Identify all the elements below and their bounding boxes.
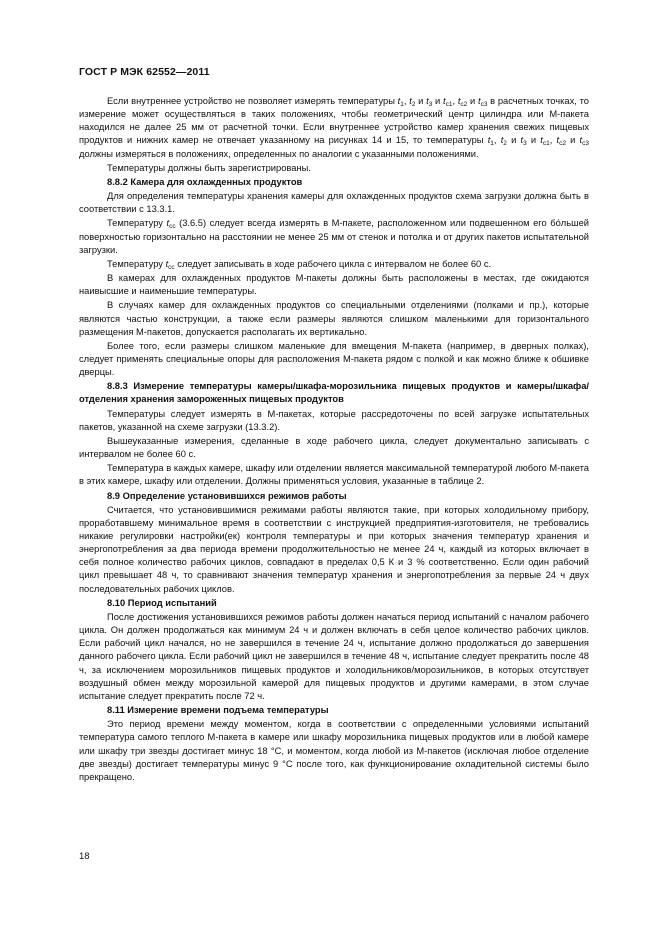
subscript-index: 3 [523,140,527,148]
paragraph [79,299,589,338]
subscript-index: cc [169,223,176,231]
text-run: Если внутреннее устройство не позволяет измерять температуры [107,96,398,106]
text-run: в расчетных точках, то измерение может осуществляться в таких положениях, чтобы геометрический центр цилиндра или М-пакета находился не далее 25 мм от расчетной точки. Если внутреннее устройство камер хранения свежих пищевых продуктов и нижних камер не отвечает указанному на рисунках 14 и 15, то температуры [79,96,589,146]
text-run: , [493,135,501,146]
subscript-index: 3 [428,101,433,108]
text-run: и [432,96,443,106]
temperature-symbol: t [487,135,491,146]
temperature-symbol: t [556,135,560,146]
text-run: 8.11 Измерение времени подъема температуры [107,705,329,716]
subscript-index: cc [168,263,175,271]
temperature-symbol: t [457,96,461,106]
text-run: должны измеряться в положениях, определенных по аналогии с указанными положениями. [79,148,479,159]
subscript-index: c3 [582,140,590,148]
text-run: , [452,96,458,106]
temperature-symbol: t [426,96,429,106]
subscript-index: 2 [411,101,416,108]
subscript-index: c3 [480,101,488,108]
document-body [79,95,589,784]
paragraph [79,462,589,488]
text-run: Для определения температуры хранения камеры для охлажденных продуктов схема загрузки должна быть в соответствии с 13.3.1. [79,191,589,215]
temperature-symbol: t [166,218,170,229]
paragraph [79,611,589,703]
section-heading [79,176,589,189]
standard-header: ГОСТ Р МЭК 62552—2011 [79,66,210,78]
text-run: 8.8.2 Камера для охлажденных продуктов [107,176,303,187]
text-run: следует записывать в ходе рабочего цикла с интервалом не более 60 с. [174,258,492,269]
text-run: Температуру [107,258,166,269]
text-run: Это период времени между моментом, когда в соответствии с определенными условиями испытаний температура самого теплого М-пакета в камере или шкафу морозильника пищевых продуктов или в любой камере или шкафу три звезды достигает минус 18 °С, и моментом, когда любой из М-пакетов (исключая любое отделение две звезды) достигает температуры минус 9 °С после того, как функционирование охладительной системы было прекращено. [79,719,589,782]
page-number: 18 [79,851,90,862]
text-run: (3.6.5) следует всегда измерять в М-пакете, расположенном или подвешенном его бо́льшей поверхностью горизонтально на расстоянии не менее 25 мм от стенок и потолка и от других пакетов испытательной загрузки. [79,218,589,255]
paragraph [79,258,589,271]
subscript-index: c2 [559,140,566,148]
temperature-symbol: t [443,96,446,106]
subscript-index: c1 [542,140,550,148]
paragraph [79,718,589,784]
subscript-index: c2 [460,101,468,108]
section-heading [79,597,589,610]
paragraph [79,95,589,161]
text-run: В случаях камер для охлажденных продуктов со специальными отделениями (полками и пр.), которые являются частью конструкции, а также если размеры являются слишком маленькими для горизонтального размещения М-пакетов, допускается располагать их вертикально. [79,300,589,337]
text-run: Вышеуказанные измерения, сделанные в ходе рабочего цикла, следует документально записывать с интервалом не более 60 с. [79,435,589,460]
subscript-index: 1 [490,140,494,148]
paragraph [79,408,589,434]
subscript-index: 2 [503,140,507,148]
temperature-symbol: t [579,135,583,146]
temperature-symbol: t [397,96,401,106]
text-run: 8.8.3 Измерение температуры камеры/шкафа-морозильника пищевых продуктов и камеры/шкафа/отделения хранения замороженных пищевых продуктов [79,381,589,405]
text-run: Температура в каждых камере, шкафу или отделении является максимальной температурой любого М-пакета в этих камере, шкафу или отделении. Должны применяться условия, указанные в таблице 2. [79,463,589,487]
paragraph [79,504,589,596]
paragraph [79,162,589,175]
text-run: Температуру [107,218,167,229]
subscript-index: 1 [400,101,404,108]
temperature-symbol: t [540,135,543,146]
text-run: Температуры следует измерять в М-пакетах, которые рассредоточены по всей загрузке испытательных пакетов, указанной на схеме загрузки (13.3.2). [79,408,589,432]
text-run: 8.10 Период испытаний [107,597,217,608]
paragraph [79,435,589,461]
temperature-symbol: t [165,258,169,269]
text-run: В камерах для охлажденных продуктов М-пакеты должны быть расположены в местах, где ожидаются наивысшие и наименьшие температуры. [79,273,589,297]
text-run: и [526,135,541,146]
text-run: и [415,96,427,106]
text-run: и [506,135,521,146]
temperature-symbol: t [520,135,524,146]
text-run: Температуры должны быть зарегистрированы. [107,162,311,173]
text-run: и [467,96,478,106]
paragraph [79,272,589,298]
temperature-symbol: t [409,96,412,106]
section-heading [79,380,589,406]
text-run: Более того, если размеры слишком маленькие для вмещения М-пакета (например, в дверных полках), следует применять специальные опоры для расположения М-пакета рядом с полкой и как можно ближе к обшивке дверцы. [79,340,589,378]
paragraph [79,217,589,256]
temperature-symbol: t [477,96,481,106]
paragraph [79,340,589,379]
paragraph [79,190,589,216]
text-run: Считается, что установившимися режимами работы являются такие, при которых холодильному прибору, проработавшему минимальное время в соответствии с инструкцией предприятия-изготовителя, не требовались никакие регулировки настройки(ек) контроля температуры и при которых значения температур хранения и энергопотребления за два периода времени продолжительностью не менее 24 ч, каждый из которых включает в себя полное количество рабочих циклов, совпадают в пределах 0,5 К и 3 % соответственно. Если один рабочий цикл превышает 48 ч, то сравнивают значения температур хранения и энергопотребления за первые 24 ч двух последовательных рабочих циклов. [79,504,589,594]
section-heading [79,704,589,717]
text-run: и [565,135,580,146]
text-run: После достижения установившихся режимов работы должен начаться период испытаний с началом рабочего цикла. Он должен продолжаться как минимум 24 ч и должен включать в себя целое количество рабочих циклов. Если рабочий цикл начался, но не завершился в течение 24 ч, испытание должно продолжаться до завершения данного рабочего цикла. Если рабочий цикл не завершился в течение 48 ч, испытание следует прекратить после 48 ч, за исключением морозильников пищевых продуктов и холодильников/морозильников, в которых отсутствует воздушный обмен между морозильной камерой для пищевых продуктов и другими камерами, в этом случае испытание следует прекратить после 72 ч. [79,611,589,701]
subscript-index: c1 [445,101,453,108]
section-heading [79,490,589,503]
text-run: 8.9 Определение установившихся режимов работы [107,490,347,501]
text-run: , [549,135,557,146]
text-run: , [403,96,410,106]
temperature-symbol: t [500,135,504,146]
